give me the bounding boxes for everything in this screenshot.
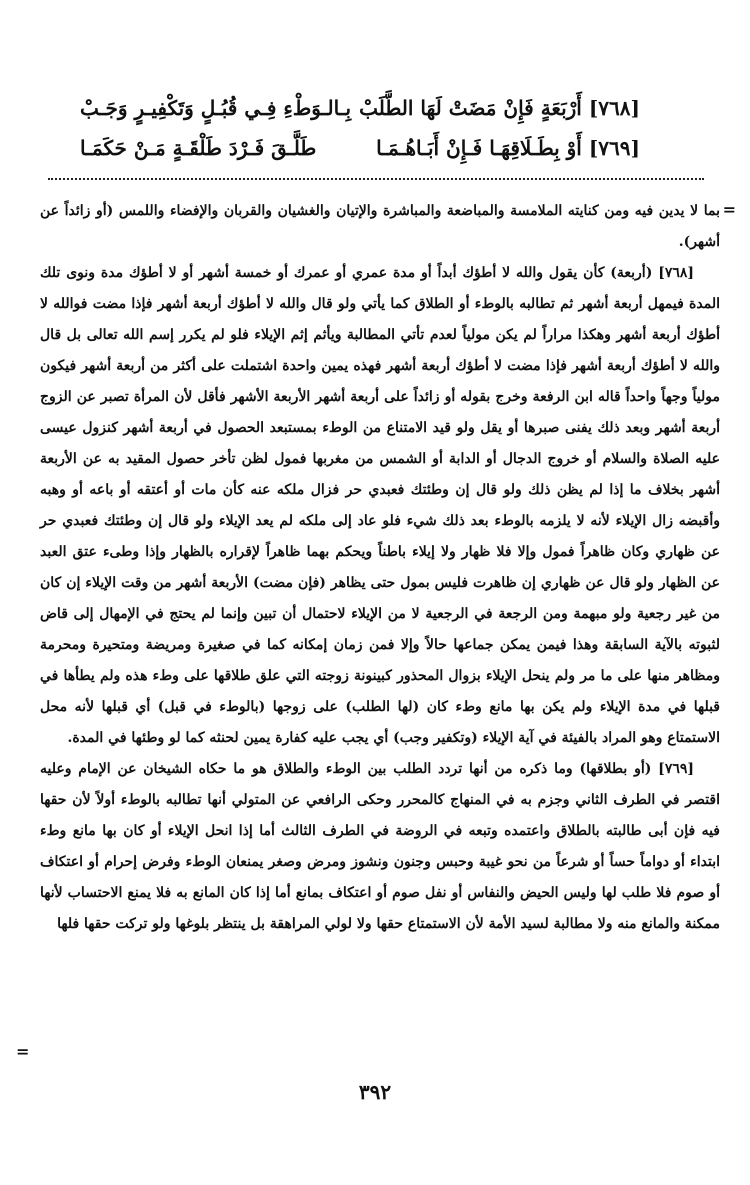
- verse-line: [80, 88, 640, 128]
- verse-hemistich-second: طَلَّـقَ فَـرْدَ طَلْقَـةٍ مَـنْ حَكَمَـا: [80, 136, 317, 160]
- verse-hemistich-second: بِـالـوَطْءِ فِـي قُبُـلٍ وَتَكْفِيـرٍ وَجَـبْ: [80, 96, 352, 120]
- poem-verses: [80, 88, 640, 168]
- verse-line: [80, 128, 640, 168]
- commentary-body: [40, 196, 720, 940]
- verse-hemistich-first: [٧٦٩] أَوْ بِطَـلَاقِهَـا فَـإِنْ أَبَـاهُـمَـا: [376, 136, 640, 160]
- dotted-separator: [48, 178, 704, 180]
- commentary-paragraph: [٧٦٩] (أو بطلاقها) وما ذكره من أنها تردد الطلب بين الوطء والطلاق هو ما حكاه الشيخان عن الإمام وعليه اقتصر في الطرف الثاني وجزم به في المنهاج كالمحرر وحكى الرافعي عن المتولي أنها تطالبه بالوطء أولاً لأن حقها فيه فإن أبى طالبته بالطلاق واعتمده وتبعه في الروضة في الطرف الثالث أما إذا انحل الإيلاء أو كان بها مانع وطء ابتداء أو دواماً حساً أو شرعاً من نحو غيبة وحبس وجنون ونشوز ومرض وصغر يمنعان الوطء وفرض إحرام أو اعتكاف أو صوم فلا طلب لها وليس الحيض والنفاس أو نفل صوم أو اعتكاف بمانع أما إذا كان المانع به فلا يمنع الاحتساب لأنها ممكنة والمانع منه ولا مطالبة لسيد الأمة لأن الاستمتاع حقها ولا لولي المراهقة بل ينتظر بلوغها ولو تركت حقها فلها: [40, 761, 720, 932]
- commentary-paragraph: [٧٦٨] (أربعة) كأن يقول والله لا أطؤك أبداً أو مدة عمري أو عمرك أو خمسة أشهر أو لا أطؤك مدة ونوى تلك المدة فيمهل أربعة أشهر ثم تطالبه بالوطء أو الطلاق كما يأتي ولو قال والله لا أطؤك أربعة أشهر فإذا مضت فوالله لا أطؤك أربعة أشهر وهكذا مراراً لم يكن مولياً لعدم تأتي المطالبة ويأثم إثم الإيلاء فلو لم يكرر إسم الله تعالى بل قال والله لا أطؤك أربعة أشهر فإذا مضت لا أطؤك أربعة أشهر فهذه يمين واحدة اشتملت على أكثر من أربعة أشهر فيكون مولياً وجهاً واحداً قاله ابن الرفعة وخرج بقوله أو زائداً على أربعة أشهر الأربعة الأشهر فأقل لأن المرأة تصبر عن الزوج أربعة أشهر وبعد ذلك يفنى صبرها أو يقل ولو قيد الامتناع من الوطء بمستبعد الحصول في أربعة أشهر كنزول عيسى عليه الصلاة والسلام أو خروج الدجال أو الدابة أو الشمس من مغربها فمول لظن تأخر حصول المقيد به عن الأربعة أشهر بخلاف ما إذا لم يظن ذلك ولو قال إن وطئتك فعبدي حر فزال ملكه عنه كأن مات أو أعتقه أو باعه أو وهبه وأقبضه زال الإيلاء لأنه لا يلزمه بالوطء بعد ذلك شيء فلو عاد إلى ملكه لم يعد الإيلاء ولو قال إن وطئتك فعبدي حر عن ظهاري وكان ظاهراً فمول وإلا فلا ظهار ولا إيلاء باطناً ويحكم بهما ظاهراً لإقراره بالظهار وإذا وطىء عتق العبد عن الظهار ولو قال عن ظهاري إن ظاهرت فليس بمول حتى يظاهر (فإن مضت) الأربعة أشهر من وقت الإيلاء إن كان من غير رجعية ولو مبهمة ومن الرجعة في الرجعية لا من الإيلاء لاحتمال أن تبين وإنما لم يحتج في الإمهال إلى قاض لثبوته بالآية السابقة وهذا فيمن يمكن جماعها حالاً وإلا فمن زمان إمكانه كما في صغيرة ومريضة ومتحيرة ومحرمة ومظاهر منها على ما مر ولم ينحل الإيلاء بزوال المحذور كبينونة زوجته التي علق طلاقها على وطء هذه ولم يطأها في قبلها في مدة الإيلاء ولم يكن بها مانع وطء كان (لها الطلب) على زوجها (بالوطء في قبل) أي قبلها لأنه محل الاستمتاع وهو المراد بالفيئة في آية الإيلاء (وتكفير وجب) أي يجب عليه كفارة يمين لحنثه كما لو وطئها في المدة.: [40, 265, 720, 746]
- verse-hemistich-first: [٧٦٨] أَرْبَعَةٍ فَإِنْ مَضَتْ لَهَا الطَّلَبْ: [359, 96, 640, 120]
- commentary-paragraph: بما لا يدين فيه ومن كنايته الملامسة والمباضعة والمباشرة والإتيان والغشيان والقربان والإفضاء واللمس (أو زائداً عن أشهر).: [40, 203, 720, 250]
- continuation-mark: =: [722, 200, 736, 219]
- continuation-mark-end: =: [16, 1042, 30, 1061]
- page-number: ٣٩٢: [358, 1080, 392, 1104]
